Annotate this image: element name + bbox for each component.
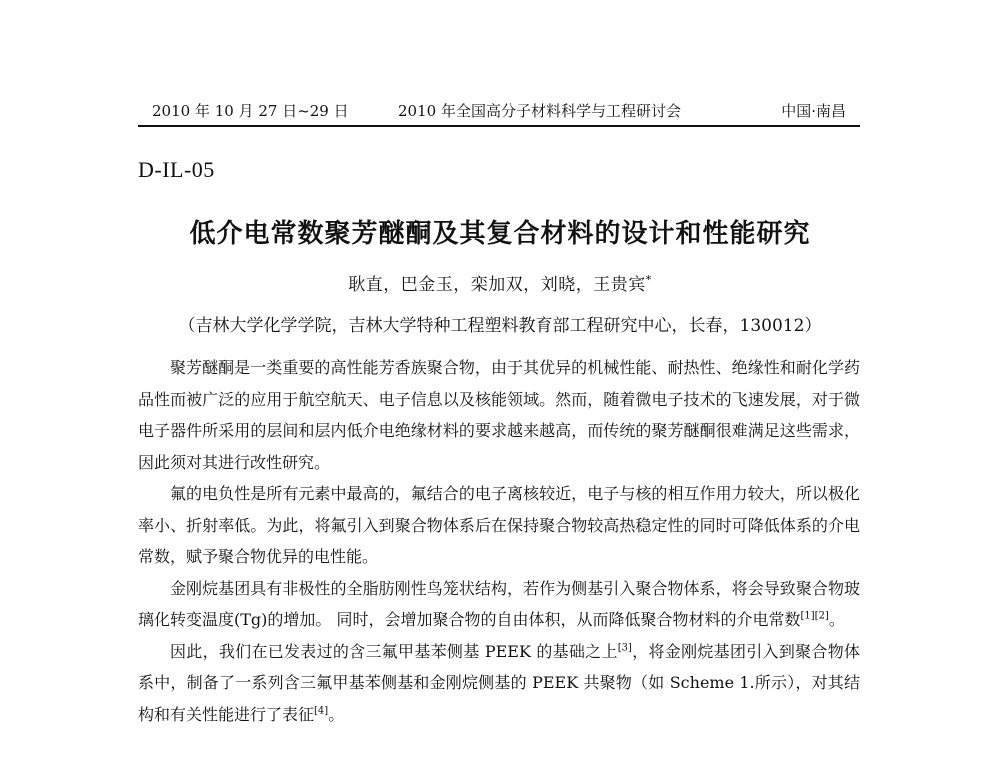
header-place: 中国·南昌 <box>781 102 846 120</box>
paragraph-3-end: 。 <box>828 610 845 629</box>
header-date: 2010 年 10 月 27 日~29 日 <box>152 102 349 120</box>
citation-3: [3] <box>617 642 632 654</box>
paragraph-1: 聚芳醚酮是一类重要的高性能芳香族聚合物，由于其优异的机械性能、耐热性、绝缘性和耐化学药品性而被广泛的应用于航空航天、电子信息以及核能领域。然而，随着微电子技术的飞速发展，对于微电子器件所采用的层间和层内低介电绝缘材料的要求越来越高，而传统的聚芳醚酮很难满足这些需求，因此须对其进行改性研究。 <box>138 358 860 472</box>
affiliation: （吉林大学化学学院，吉林大学特种工程塑料教育部工程研究中心，长春，130012） <box>178 316 822 336</box>
paragraph-4-end: 。 <box>328 704 345 724</box>
paper-title: 低介电常数聚芳醚酮及其复合材料的设计和性能研究 <box>189 219 811 249</box>
citation-4: [4] <box>314 705 329 717</box>
authors-text: 耿直，巴金玉，栾加双，刘晓，王贵宾 <box>348 275 646 295</box>
paragraph-4-text-b: ，将金刚烷基团引入到聚合物体系中，制备了一系列含三氟甲基苯侧基和金刚烷侧基的 PEEK 共聚物（如 Scheme 1.所示），对其结构和有关性能进行了表征 <box>138 641 860 724</box>
paragraph-4 <box>138 636 860 731</box>
author-list <box>140 273 860 297</box>
paragraph-3-text: 金刚烷基团具有非极性的全脂肪刚性鸟笼状结构，若作为侧基引入聚合物体系，将会导致聚合物玻璃化转变温度(Tg)的增加。 同时，会增加聚合物的自由体积，从而降低聚合物材料的介电常数 <box>138 578 860 629</box>
paper-id: D-IL-05 <box>138 157 215 182</box>
running-header <box>138 101 860 127</box>
paragraph-3 <box>138 573 860 636</box>
paragraph-4-text-a: 因此，我们在已发表过的含三氟甲基苯侧基 PEEK 的基础之上 <box>170 641 618 661</box>
header-conference: 2010 年全国高分子材料科学与工程研讨会 <box>398 102 681 120</box>
body-text <box>138 352 860 730</box>
paragraph-2: 氟的电负性是所有元素中最高的，氟结合的电子离核较近，电子与核的相互作用力较大，所以极化率小、折射率低。为此，将氟引入到聚合物体系后在保持聚合物较高热稳定性的同时可降低体系的介电常数，赋予聚合物优异的电性能。 <box>138 484 860 566</box>
corresponding-author-mark: * <box>645 273 652 287</box>
citation-1-2: [1][2] <box>800 610 829 622</box>
